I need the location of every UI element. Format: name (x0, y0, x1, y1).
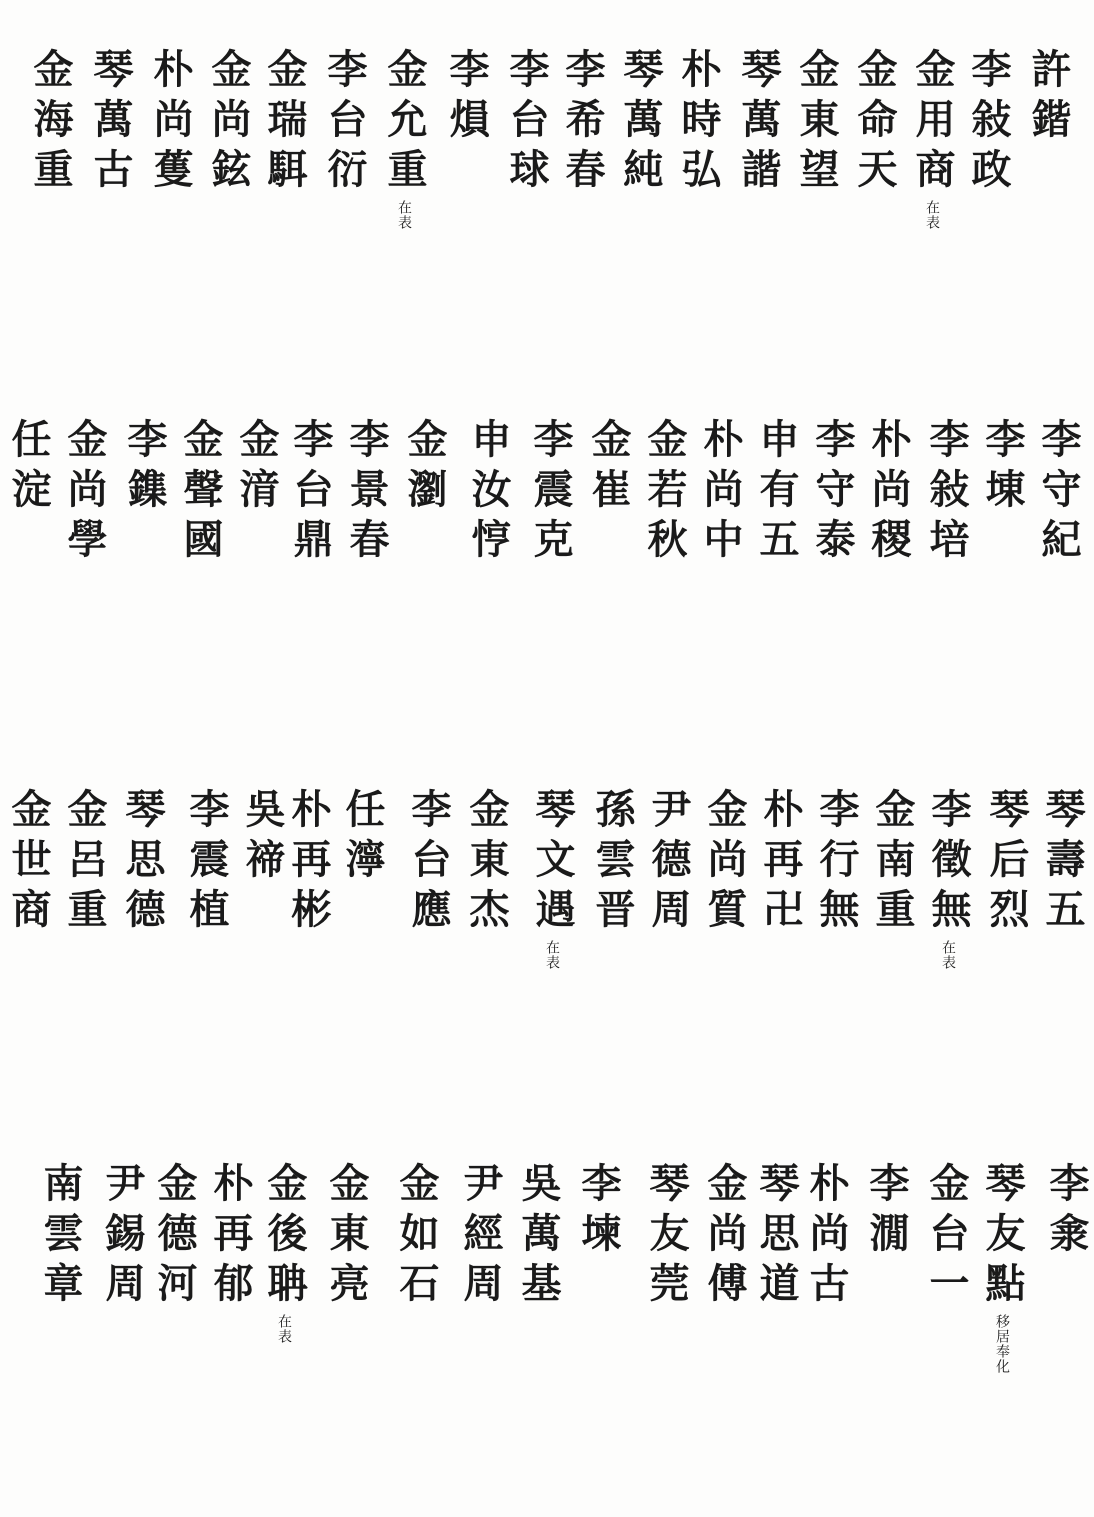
name-text: 金後聃 (261, 1162, 308, 1312)
name-column (922, 788, 974, 970)
name-column (282, 788, 334, 938)
name-text: 朴尚古 (803, 1162, 850, 1312)
name-column (962, 48, 1014, 198)
name-text: 金東杰 (463, 788, 510, 938)
name-column (732, 48, 784, 198)
name-column (790, 48, 842, 198)
name-column (378, 48, 430, 230)
name-column (320, 1162, 372, 1312)
name-column (1032, 418, 1084, 568)
name-text: 李鏶 (121, 418, 168, 518)
name-text: 金尚鉉 (205, 48, 252, 198)
name-text: 李守紀 (1035, 418, 1082, 568)
name-text: 金東亮 (323, 1162, 370, 1312)
name-text: 朴時弘 (675, 48, 722, 198)
name-column (848, 48, 900, 198)
name-text: 金台一 (923, 1162, 970, 1312)
name-column (582, 418, 634, 518)
name-text: 許鍇 (1025, 48, 1072, 148)
name-column (204, 1162, 256, 1312)
name-text: 金瑞駬 (261, 48, 308, 198)
name-column (96, 1162, 148, 1312)
name-column (1022, 48, 1074, 148)
name-text: 李震克 (527, 418, 574, 568)
name-text: 金允重 (381, 48, 428, 198)
name-column (512, 1162, 564, 1312)
name-column (174, 418, 226, 568)
name-column (402, 788, 454, 938)
name-text: 李堜 (575, 1162, 622, 1262)
name-text: 朴尚稷 (865, 418, 912, 568)
name-column (906, 48, 958, 230)
name-text: 朴再卍 (757, 788, 804, 938)
name-column (230, 418, 282, 518)
name-column (1040, 1162, 1092, 1262)
name-column (672, 48, 724, 198)
name-column (524, 418, 576, 568)
name-column (34, 1162, 86, 1312)
name-column (750, 1162, 802, 1312)
name-text: 琴后烈 (983, 788, 1030, 938)
name-text: 金崔 (585, 418, 632, 518)
name-column (572, 1162, 624, 1262)
name-text: 金聲國 (177, 418, 224, 568)
name-text: 李淾 (1043, 1162, 1090, 1262)
name-column (440, 48, 492, 148)
name-text: 金如石 (393, 1162, 440, 1312)
name-column (694, 418, 746, 568)
name-text: 任淀 (5, 418, 52, 518)
name-column (236, 788, 288, 888)
name-text: 琴萬諧 (735, 48, 782, 198)
name-text: 琴思德 (119, 788, 166, 938)
name-column (460, 788, 512, 938)
name-column (1036, 788, 1088, 938)
name-column (698, 788, 750, 938)
name-text: 任濘 (339, 788, 386, 888)
name-text: 南雲章 (37, 1162, 84, 1312)
name-text: 李景春 (343, 418, 390, 568)
name-text: 金南重 (869, 788, 916, 938)
name-column (258, 48, 310, 198)
name-text: 金若秋 (641, 418, 688, 568)
name-column (976, 1162, 1028, 1374)
name-column (318, 48, 370, 198)
name-text: 李守泰 (809, 418, 856, 568)
name-text: 金尚傅 (701, 1162, 748, 1312)
name-column (118, 418, 170, 518)
annotation-note: 在表 (276, 1314, 292, 1344)
name-column (398, 418, 450, 518)
name-text: 李敍政 (965, 48, 1012, 198)
name-text: 孫雲晋 (589, 788, 636, 938)
name-text: 李熉 (443, 48, 490, 148)
name-column (340, 418, 392, 568)
name-column (860, 1162, 912, 1262)
name-text: 尹經周 (457, 1162, 504, 1312)
name-text: 金海重 (27, 48, 74, 198)
name-column (116, 788, 168, 938)
name-text: 金尚學 (61, 418, 108, 568)
name-column (390, 1162, 442, 1312)
name-text: 朴再郁 (207, 1162, 254, 1312)
name-column (84, 48, 136, 198)
name-text: 李徵無 (925, 788, 972, 938)
name-column (920, 1162, 972, 1312)
name-text: 琴萬純 (617, 48, 664, 198)
name-column (586, 788, 638, 938)
name-text: 申有五 (753, 418, 800, 568)
name-text: 琴思道 (753, 1162, 800, 1312)
name-column (980, 788, 1032, 938)
name-column (454, 1162, 506, 1312)
name-column (800, 1162, 852, 1312)
name-text: 琴友莞 (643, 1162, 690, 1312)
name-text: 李台應 (405, 788, 452, 938)
name-column (148, 1162, 200, 1312)
name-text: 金德河 (151, 1162, 198, 1312)
name-column (810, 788, 862, 938)
name-column (866, 788, 918, 938)
name-text: 朴尚中 (697, 418, 744, 568)
name-text: 金世商 (5, 788, 52, 938)
name-text: 李台鼎 (287, 418, 334, 568)
name-column (58, 418, 110, 568)
name-column (144, 48, 196, 198)
name-column (180, 788, 232, 938)
annotation-note: 在表 (924, 200, 940, 230)
name-text: 尹錫周 (99, 1162, 146, 1312)
name-text: 李震植 (183, 788, 230, 938)
name-column (500, 48, 552, 198)
name-column (698, 1162, 750, 1312)
name-column (336, 788, 388, 888)
name-text: 吳禘 (239, 788, 286, 888)
name-text: 金用商 (909, 48, 956, 198)
name-column (202, 48, 254, 198)
name-column (2, 418, 54, 518)
name-column (862, 418, 914, 568)
name-text: 金瀏 (401, 418, 448, 518)
name-column (806, 418, 858, 568)
name-column (58, 788, 110, 938)
name-text: 金湇 (233, 418, 280, 518)
name-text: 金尚質 (701, 788, 748, 938)
annotation-note: 在表 (940, 940, 956, 970)
name-text: 金呂重 (61, 788, 108, 938)
annotation-note: 在表 (396, 200, 412, 230)
name-text: 李希春 (559, 48, 606, 198)
name-column (638, 418, 690, 568)
name-text: 琴萬古 (87, 48, 134, 198)
name-text: 朴尚蒦 (147, 48, 194, 198)
name-column (640, 1162, 692, 1312)
name-column (2, 788, 54, 938)
name-text: 李敍培 (923, 418, 970, 568)
name-column (258, 1162, 310, 1344)
name-column (284, 418, 336, 568)
name-text: 金命天 (851, 48, 898, 198)
name-column (526, 788, 578, 970)
name-column (556, 48, 608, 198)
name-column (920, 418, 972, 568)
annotation-note: 移居奉化 (994, 1314, 1010, 1374)
name-text: 李㵎 (863, 1162, 910, 1262)
name-column (976, 418, 1028, 518)
name-column (642, 788, 694, 938)
name-text: 李埬 (979, 418, 1026, 518)
name-column (24, 48, 76, 198)
name-column (754, 788, 806, 938)
annotation-note: 在表 (544, 940, 560, 970)
name-text: 琴壽五 (1039, 788, 1086, 938)
name-column (614, 48, 666, 198)
name-text: 金東望 (793, 48, 840, 198)
name-text: 琴文遇 (529, 788, 576, 938)
name-text: 李台衍 (321, 48, 368, 198)
name-text: 李行無 (813, 788, 860, 938)
name-text: 尹德周 (645, 788, 692, 938)
name-text: 吳萬基 (515, 1162, 562, 1312)
name-text: 琴友點 (979, 1162, 1026, 1312)
name-text: 李台球 (503, 48, 550, 198)
name-text: 申汝悙 (465, 418, 512, 568)
name-text: 朴再彬 (285, 788, 332, 938)
name-column (750, 418, 802, 568)
name-column (462, 418, 514, 568)
